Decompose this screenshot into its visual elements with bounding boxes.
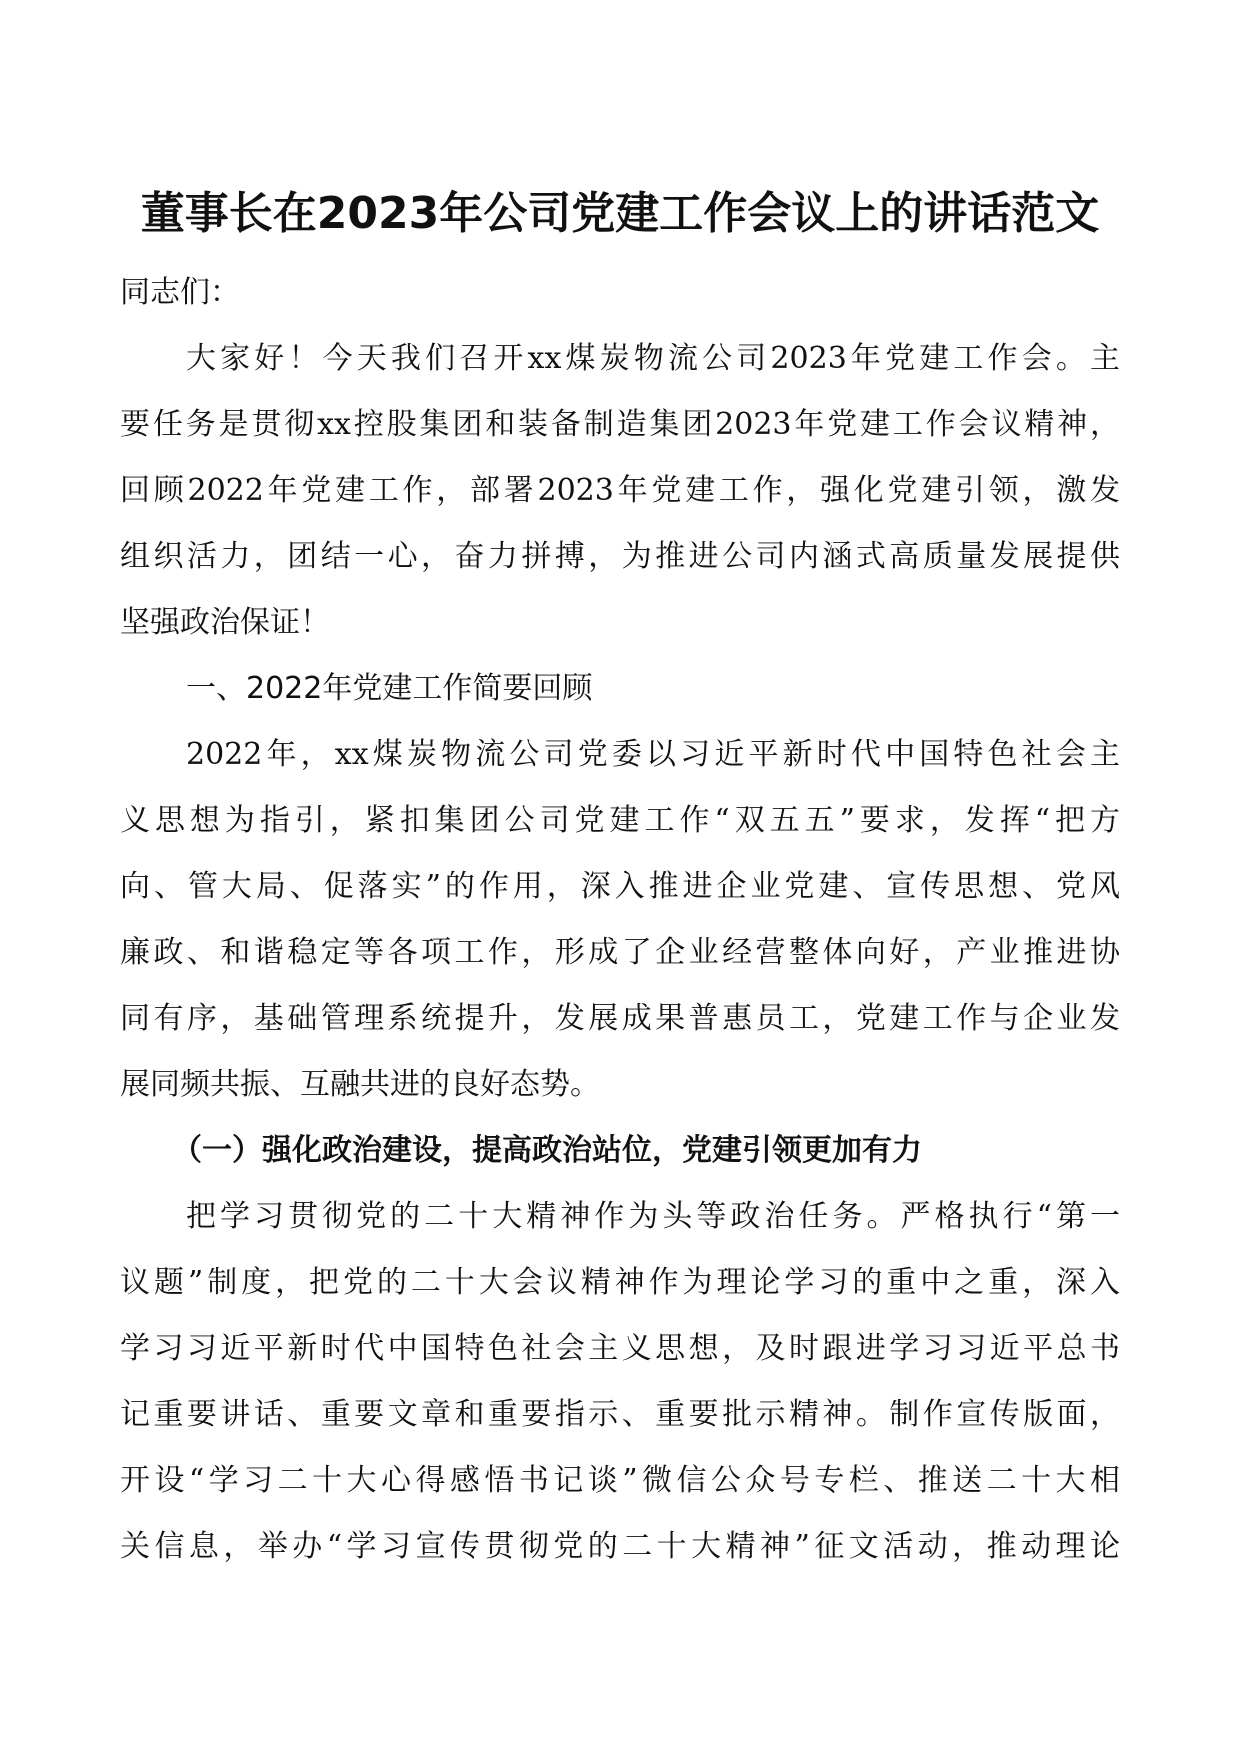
paragraph-line: 大家好！今天我们召开xx煤炭物流公司2023年党建工作会。主 bbox=[186, 341, 1120, 376]
paragraph-line: 组织活力，团结一心，奋力拼搏，为推进公司内涵式高质量发展提供 bbox=[120, 539, 1120, 574]
paragraph-study bbox=[120, 1184, 1120, 1580]
paragraph-line: 记重要讲话、重要文章和重要指示、重要批示精神。制作宣传版面， bbox=[120, 1397, 1120, 1432]
subsection-heading bbox=[120, 1118, 1120, 1184]
paragraph-opening bbox=[120, 326, 1120, 656]
section-heading-text: 一、2022年党建工作简要回顾 bbox=[186, 671, 593, 706]
paragraph-line: 坚强政治保证！ bbox=[120, 605, 330, 640]
document-body bbox=[120, 260, 1120, 1580]
paragraph-line: 议题”制度，把党的二十大会议精神作为理论学习的重中之重，深入 bbox=[120, 1265, 1120, 1300]
paragraph-line: 展同频共振、互融共进的良好态势。 bbox=[120, 1067, 600, 1102]
paragraph-line: 义思想为指引，紧扣集团公司党建工作“双五五”要求，发挥“把方 bbox=[120, 803, 1120, 838]
paragraph-line: 要任务是贯彻xx控股集团和装备制造集团2023年党建工作会议精神， bbox=[120, 407, 1120, 442]
paragraph-line: 开设“学习二十大心得感悟书记谈”微信公众号专栏、推送二十大相 bbox=[120, 1463, 1120, 1498]
paragraph-line: 同有序，基础管理系统提升，发展成果普惠员工，党建工作与企业发 bbox=[120, 1001, 1120, 1036]
subsection-heading-text: （一）强化政治建设，提高政治站位，党建引领更加有力 bbox=[172, 1133, 922, 1168]
paragraph-line: 把学习贯彻党的二十大精神作为头等政治任务。严格执行“第一 bbox=[186, 1199, 1120, 1234]
section-heading bbox=[120, 656, 1120, 722]
paragraph-line: 关信息，举办“学习宣传贯彻党的二十大精神”征文活动，推动理论 bbox=[120, 1529, 1120, 1564]
document-title: 董事长在2023年公司党建工作会议上的讲话范文 bbox=[140, 188, 1100, 239]
salutation bbox=[120, 260, 1120, 326]
salutation-text: 同志们： bbox=[120, 275, 240, 310]
paragraph-line: 2022年，xx煤炭物流公司党委以习近平新时代中国特色社会主 bbox=[186, 737, 1120, 772]
paragraph-line: 学习习近平新时代中国特色社会主义思想，及时跟进学习习近平总书 bbox=[120, 1331, 1120, 1366]
paragraph-line: 向、管大局、促落实”的作用，深入推进企业党建、宣传思想、党风 bbox=[120, 869, 1120, 904]
paragraph-line: 回顾2022年党建工作，部署2023年党建工作，强化党建引领，激发 bbox=[120, 473, 1120, 508]
paragraph-review bbox=[120, 722, 1120, 1118]
paragraph-line: 廉政、和谐稳定等各项工作，形成了企业经营整体向好，产业推进协 bbox=[120, 935, 1120, 970]
